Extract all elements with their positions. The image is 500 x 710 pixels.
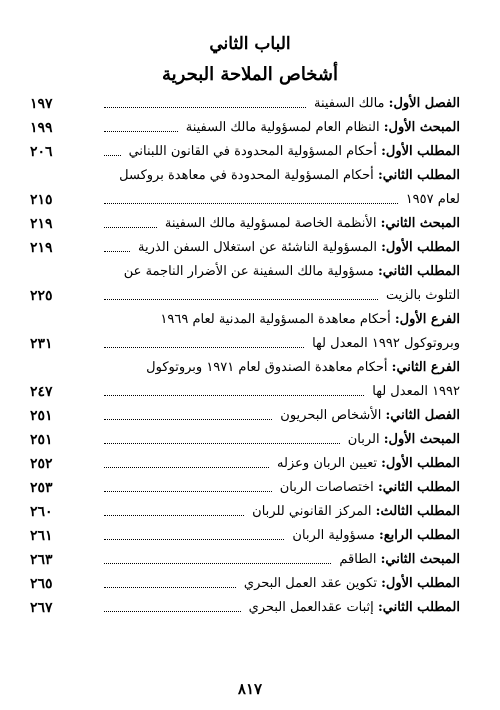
dot-leader: [104, 131, 178, 132]
toc-entry-line: [252, 502, 460, 522]
toc-entry-text: إثبات عقدالعمل البحري: [248, 600, 374, 615]
toc-entry-line: [119, 166, 460, 186]
toc-entry-page-number: ٢٦٥: [30, 576, 53, 592]
toc-entry-text: النظام العام لمسؤولية مالك السفينة: [185, 120, 380, 135]
dot-leader: [104, 563, 331, 564]
toc-entry-page-number: ٢٠٦: [30, 144, 53, 160]
toc-entry-line: [292, 526, 460, 546]
toc-entry-line: [280, 406, 460, 426]
dot-leader: [104, 227, 157, 228]
toc-entry-text: أحكام معاهدة المسؤولية المدنية لعام ١٩٦٩: [160, 312, 391, 327]
toc-entry-text: الأشخاص البحريون: [280, 408, 382, 423]
toc-entry-continuation: التلوث بالزيت: [386, 288, 460, 303]
table-of-contents: [0, 94, 500, 664]
toc-entry-text: أحكام المسؤولية المحدودة في معاهدة بروكسل: [119, 168, 374, 183]
dot-leader: [104, 491, 272, 492]
toc-entry-text: المسؤولية الناشئة عن استغلال السفن الذرية: [138, 240, 377, 255]
toc-entry-text: أحكام معاهدة الصندوق لعام ١٩٧١ وبروتوكول: [146, 360, 388, 375]
toc-entry-line: [314, 94, 460, 114]
toc-entry-label: الفصل الأول:: [388, 96, 460, 111]
dot-leader: [104, 539, 284, 540]
dot-leader: [104, 395, 364, 396]
toc-entry-text: اختصاصات الربان: [279, 480, 374, 495]
toc-entry-page-number: ٢٥١: [30, 432, 53, 448]
toc-entry-text: تكوين عقد العمل البحري: [243, 576, 377, 591]
dot-leader: [104, 155, 121, 156]
toc-entry-line: [124, 262, 460, 282]
toc-entry-label: المطلب الثاني:: [377, 480, 460, 495]
toc-entry-text: المركز القانوني للربان: [252, 504, 372, 519]
toc-entry-label: المبحث الأول:: [383, 432, 460, 447]
toc-entry-page-number: ٢١٩: [30, 216, 53, 232]
toc-entry-line: [339, 550, 460, 570]
toc-entry-label: المطلب الثاني:: [377, 600, 460, 615]
toc-entry-label: المطلب الرابع:: [378, 528, 460, 543]
toc-entry-page-number: ٢٢٥: [30, 288, 53, 304]
toc-entry-text: مالك السفينة: [313, 96, 385, 111]
dot-leader: [104, 611, 241, 612]
toc-entry-page-number: ٢٥٣: [30, 480, 53, 496]
toc-entry-label: المطلب الثاني:: [377, 168, 460, 183]
toc-entry-label: المطلب الأول:: [381, 144, 460, 159]
toc-entry-line: [277, 454, 460, 474]
dot-leader: [104, 587, 236, 588]
dot-leader: [104, 107, 306, 108]
toc-entry-text: الأنظمة الخاصة لمسؤولية مالك السفينة: [164, 216, 377, 231]
toc-entry-page-number: ١٩٧: [30, 96, 53, 112]
toc-entry-label: المبحث الأول:: [383, 120, 460, 135]
toc-entry-page-number: ٢٦٧: [30, 600, 53, 616]
toc-entry-line: [186, 118, 460, 138]
toc-entry-continuation: لعام ١٩٥٧: [405, 192, 460, 207]
toc-entry-page-number: ٢٣١: [30, 336, 53, 352]
dot-leader: [104, 299, 378, 300]
part-title: الباب الثاني: [209, 34, 291, 54]
toc-entry-label: الفصل الثاني:: [385, 408, 460, 423]
toc-entry-line: [129, 142, 460, 162]
toc-entry-label: الفرع الثاني:: [391, 360, 460, 375]
dot-leader: [104, 203, 398, 204]
toc-entry-page-number: ٢٥٢: [30, 456, 53, 472]
toc-entry-page-number: ٢٦٣: [30, 552, 53, 568]
toc-entry-line: [348, 430, 460, 450]
dot-leader: [104, 347, 304, 348]
toc-entry-line: [280, 478, 460, 498]
dot-leader: [104, 419, 272, 420]
toc-entry-line: [138, 238, 460, 258]
toc-entry-page-number: ٢٤٧: [30, 384, 53, 400]
toc-entry-label: الفرع الأول:: [394, 312, 460, 327]
toc-entry-continuation: ١٩٩٢ المعدل لها: [372, 384, 460, 399]
toc-entry-text: أحكام المسؤولية المحدودة في القانون اللبناني: [128, 144, 377, 159]
toc-entry-page-number: ٢٥١: [30, 408, 53, 424]
toc-entry-continuation: وبروتوكول ١٩٩٢ المعدل لها: [312, 336, 460, 351]
page-number: ٨١٧: [237, 680, 263, 698]
dot-leader: [104, 251, 130, 252]
toc-entry-label: المطلب الثاني:: [377, 264, 460, 279]
dot-leader: [104, 467, 269, 468]
toc-entry-page-number: ٢٦١: [30, 528, 53, 544]
toc-entry-page-number: ٢٦٠: [30, 504, 53, 520]
toc-entry-label: المطلب الأول:: [381, 456, 460, 471]
toc-entry-page-number: ١٩٩: [30, 120, 53, 136]
toc-entry-text: تعيين الربان وعزله: [277, 456, 377, 471]
toc-entry-text: مسؤولية مالك السفينة عن الأضرار الناجمة عن: [123, 264, 374, 279]
toc-entry-text: الطاقم: [339, 552, 377, 567]
toc-entry-page-number: ٢١٥: [30, 192, 53, 208]
toc-entry-label: المطلب الأول:: [381, 576, 460, 591]
toc-entry-line: [160, 310, 460, 330]
toc-entry-line: [146, 358, 460, 378]
toc-entry-text: الربان: [347, 432, 380, 447]
toc-entry-text: مسؤولية الربان: [292, 528, 375, 543]
dot-leader: [104, 443, 340, 444]
toc-entry-label: المطلب الأول:: [381, 240, 460, 255]
toc-entry-label: المطلب الثالث:: [375, 504, 460, 519]
toc-entry-label: المبحث الثاني:: [380, 552, 460, 567]
toc-entry-line: [165, 214, 460, 234]
dot-leader: [104, 515, 244, 516]
toc-entry-line: [244, 574, 460, 594]
toc-entry-page-number: ٢١٩: [30, 240, 53, 256]
part-subtitle: أشخاص الملاحة البحرية: [161, 64, 339, 85]
toc-entry-line: [249, 598, 460, 618]
toc-entry-label: المبحث الثاني:: [380, 216, 460, 231]
